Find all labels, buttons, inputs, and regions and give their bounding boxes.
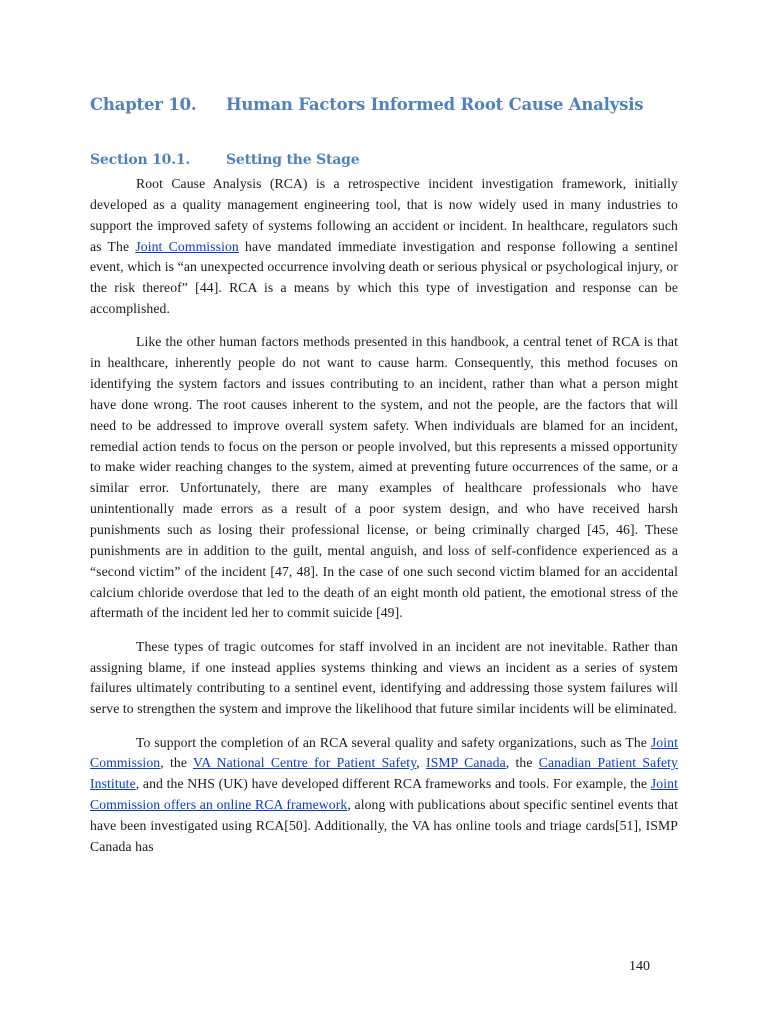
paragraph-2: Like the other human factors methods presented in this handbook, a central tenet of RCA is that in healthcare, inherently people do not want to cause harm. Consequently, this method focuses on identifying the system factors and issues contributing to an incident, rather than what a person might have done wrong. The root causes inherent to the system, and not the people, are the factors that will need to be addressed to improve overall system safety. When individuals are blamed for an incident, remedial action tends to focus on the person or people involved, but this represents a missed opportunity to make wider reaching changes to the system, aimed at preventing future occurrences of the same, or a similar error. Unfortunately, there are many examples of healthcare professionals who have unintentionally made errors as a result of a poor system design, and who have received harsh punishments such as losing their professional license, or being criminally charged [45, 46]. These punishments are in addition to the guilt, mental anguish, and loss of self-confidence experienced as a “second victim” of the incident [47, 48]. In the case of one such second victim blamed for an accidental calcium chloride overdose that led to the death of an eight month old patient, the emotional stress of the aftermath of the incident led her to commit suicide [49].	[90, 334, 678, 621]
paragraph-text: , along with publications about specific sentinel events that have been investigated using RCA[50]. Additionally, the VA has online tools and triage cards[51], ISMP Canada has	[90, 797, 679, 854]
paragraph-text: ,	[416, 755, 427, 771]
section-title: Setting the Stage	[226, 152, 360, 168]
page-number: 140	[629, 959, 650, 974]
link-joint-commission-2[interactable]: Joint Commission	[90, 734, 678, 771]
chapter-number: Chapter 10.	[90, 95, 197, 114]
paragraph-text: To support the completion of an RCA several quality and safety organizations, such as The	[136, 734, 651, 750]
paragraph-4	[90, 733, 678, 858]
section-number: Section 10.1.	[90, 152, 191, 168]
link-va-ncps[interactable]: VA National Centre for Patient Safety	[192, 755, 417, 771]
section-heading	[90, 152, 359, 168]
link-cpsi[interactable]: Canadian Patient Safety Institute	[90, 755, 678, 792]
paragraph-text: , and the NHS (UK) have developed different RCA frameworks and tools. For example, the	[135, 776, 651, 792]
paragraph-text: , the	[505, 755, 539, 771]
paragraph-text: Root Cause Analysis (RCA) is a retrospective incident investigation framework, initially developed as a quality management engineering tool, that is now widely used in many industries to support the improved safety of systems following an accident or incident. In healthcare, regulators such as The	[90, 176, 678, 254]
link-rca-framework[interactable]: Joint Commission offers an online RCA framework	[90, 776, 678, 813]
chapter-heading	[90, 95, 643, 114]
paragraph-text: have mandated immediate investigation and response following a sentinel event, which is “an unexpected occurrence involving death or serious physical or psychological injury, or the risk thereof” [44]. RCA is a means by which this type of investigation and response can be accomplished.	[90, 238, 678, 317]
paragraph-text: , the	[160, 755, 193, 771]
paragraph-3: These types of tragic outcomes for staff involved in an incident are not inevitable. Rather than assigning blame, if one instead applies systems thinking and views an incident as a series of system failures ultimately contributing to a sentinel event, identifying and addressing those system failures will serve to strengthen the system and improve the likelihood that future similar incidents will be eliminated.	[90, 638, 678, 717]
chapter-title: Human Factors Informed Root Cause Analysis	[226, 95, 644, 114]
link-joint-commission[interactable]: Joint Commission	[135, 238, 239, 254]
paragraph-1	[90, 174, 678, 320]
link-ismp-canada[interactable]: ISMP Canada	[426, 755, 506, 771]
body-text	[90, 174, 678, 870]
